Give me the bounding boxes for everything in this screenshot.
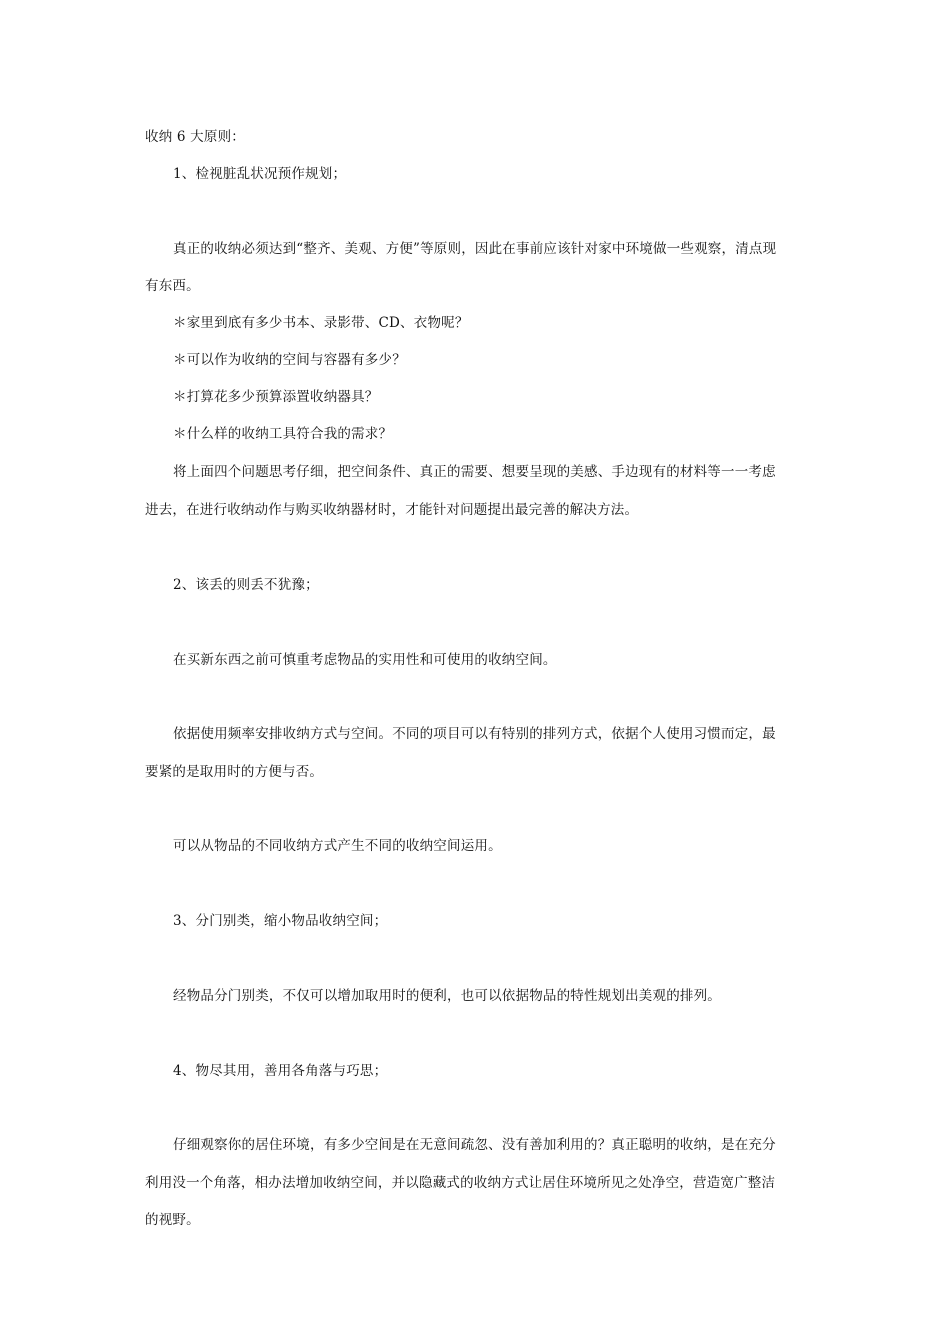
section-1-paragraph-1-line-1: 真正的收纳必须达到“整齐、美观、方便”等原则，因此在事前应该针对家中环境做一些观察，清点现	[173, 241, 777, 257]
section-4-paragraph-1-line-1: 仔细观察你的居住环境，有多少空间是在无意间疏忽、没有善加利用的？真正聪明的收纳，是在充分	[173, 1137, 776, 1153]
document-title: 收纳 6 大原则：	[145, 129, 245, 145]
section-1-paragraph-1-line-2: 有东西。	[145, 278, 200, 294]
section-1-paragraph-2-line-1: 将上面四个问题思考仔细，把空间条件、真正的需要、想要呈现的美感、手边现有的材料等一一考虑	[173, 464, 776, 480]
section-2-paragraph-1: 在买新东西之前可慎重考虑物品的实用性和可使用的收纳空间。	[173, 652, 557, 668]
question-3: ＊打算花多少预算添置收纳器具？	[173, 389, 379, 405]
section-4-paragraph-1-line-3: 的视野。	[145, 1212, 200, 1228]
section-1-heading: 1、检视脏乱状况预作规划；	[173, 166, 347, 182]
section-1-paragraph-2-line-2: 进去，在进行收纳动作与购买收纳器材时，才能针对问题提出最完善的解决方法。	[145, 502, 639, 518]
section-2-paragraph-2-line-1: 依据使用频率安排收纳方式与空间。不同的项目可以有特别的排列方式，依据个人使用习惯而定，最	[173, 726, 776, 742]
question-1: ＊家里到底有多少书本、录影带、CD、衣物呢？	[173, 315, 469, 331]
section-4-heading: 4、物尽其用，善用各角落与巧思；	[173, 1063, 388, 1079]
section-2-heading: 2、该丢的则丢不犹豫；	[173, 577, 319, 593]
section-2-paragraph-2-line-2: 要紧的是取用时的方便与否。	[145, 764, 324, 780]
section-3-paragraph-1: 经物品分门别类，不仅可以增加取用时的便利，也可以依据物品的特性规划出美观的排列。	[173, 988, 721, 1004]
section-3-heading: 3、分门别类，缩小物品收纳空间；	[173, 913, 388, 929]
section-2-paragraph-3: 可以从物品的不同收纳方式产生不同的收纳空间运用。	[173, 838, 502, 854]
question-2: ＊可以作为收纳的空间与容器有多少？	[173, 352, 406, 368]
question-4: ＊什么样的收纳工具符合我的需求？	[173, 426, 393, 442]
section-4-paragraph-1-line-2: 利用没一个角落，相办法增加收纳空间，并以隐藏式的收纳方式让居住环境所见之处净空，营造宽广整洁	[145, 1175, 776, 1191]
